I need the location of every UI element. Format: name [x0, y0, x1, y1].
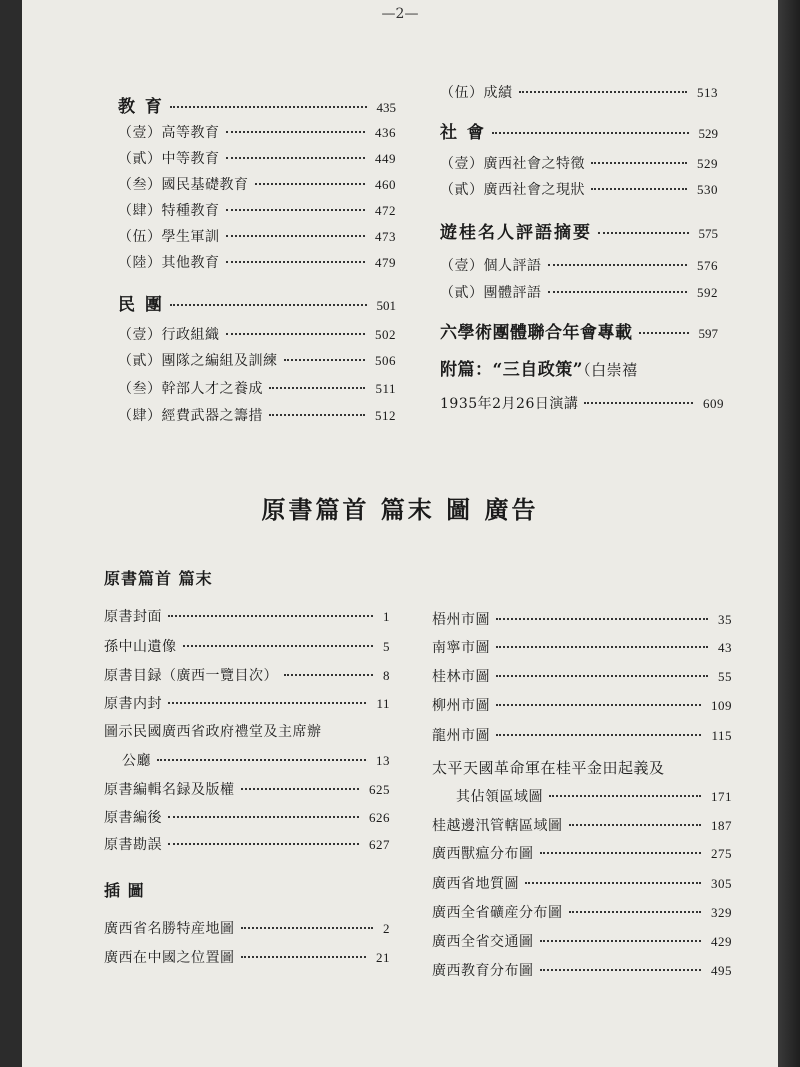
toc-page: 171	[711, 789, 732, 804]
leader-dots	[525, 882, 701, 884]
leader-dots	[170, 304, 367, 306]
toc-entry	[118, 378, 396, 400]
toc-label: （伍）成績	[440, 85, 513, 101]
toc-label: 廣西省名勝特産地圖	[104, 921, 235, 937]
toc-page: 502	[375, 327, 396, 342]
toc-entry	[118, 350, 396, 372]
toc-page: 55	[718, 669, 732, 684]
toc-entry	[118, 122, 396, 144]
toc-label: 廣西獸瘟分布圖	[432, 846, 534, 862]
toc-label: 南寧市圖	[432, 640, 490, 656]
toc-page: 511	[375, 381, 396, 396]
leader-dots	[170, 106, 367, 108]
toc-entry	[118, 252, 396, 274]
toc-page: 460	[375, 177, 396, 192]
leader-dots	[496, 704, 701, 706]
toc-page: 597	[698, 326, 718, 341]
toc-page: 1	[383, 609, 390, 624]
leader-dots	[157, 759, 366, 761]
toc-page: 495	[711, 963, 732, 978]
leader-dots	[168, 843, 359, 845]
toc-page: 329	[711, 905, 732, 920]
toc-entry	[104, 779, 390, 801]
leader-dots	[540, 852, 702, 854]
toc-entry	[122, 750, 390, 772]
toc-label: 民 團	[118, 295, 164, 315]
leader-dots	[284, 674, 373, 676]
toc-entry	[104, 665, 390, 687]
toc-entry	[432, 666, 732, 688]
toc-heading-society	[440, 118, 718, 143]
leader-dots	[496, 646, 708, 648]
toc-label: 廣西全省礦産分布圖	[432, 905, 563, 921]
toc-label: （壹）廣西社會之特徵	[440, 156, 585, 172]
toc-page: 473	[375, 229, 396, 244]
toc-entry	[104, 606, 390, 628]
leader-dots	[226, 261, 366, 263]
toc-page: 530	[697, 182, 718, 197]
leader-dots	[226, 157, 366, 159]
leader-dots	[540, 940, 702, 942]
leader-dots	[269, 414, 365, 416]
subsection-title-illus: 插 圖	[104, 881, 145, 900]
toc-page: 625	[369, 782, 390, 797]
toc-label: （叁）國民基礎教育	[118, 177, 249, 193]
leader-dots	[183, 645, 374, 647]
toc-page: 187	[711, 818, 732, 833]
toc-entry	[104, 834, 390, 856]
toc-page: 11	[376, 696, 390, 711]
leader-dots	[168, 615, 373, 617]
leader-dots	[569, 911, 702, 913]
toc-label: （叁）幹部人才之養成	[118, 381, 263, 397]
toc-page: 575	[698, 226, 718, 241]
toc-page: 435	[376, 100, 396, 115]
toc-page: 576	[697, 258, 718, 273]
toc-entry	[118, 324, 396, 346]
toc-entry	[440, 393, 724, 415]
toc-page: 449	[375, 151, 396, 166]
toc-page: 21	[376, 950, 390, 965]
toc-entry	[104, 693, 390, 715]
toc-page: 529	[697, 156, 718, 171]
toc-page: 627	[369, 837, 390, 852]
leader-dots	[548, 264, 688, 266]
leader-dots	[226, 131, 366, 133]
toc-label-line1: 太平天國革命軍在桂平金田起義及	[432, 759, 665, 777]
leader-dots	[496, 675, 708, 677]
leader-dots	[241, 927, 374, 929]
leader-dots	[549, 795, 701, 797]
toc-entry	[432, 637, 732, 659]
toc-entry	[440, 153, 718, 175]
toc-page: 512	[375, 408, 396, 423]
appendix-quote: “三自政策”	[492, 360, 584, 380]
toc-entry	[118, 148, 396, 170]
toc-label: 廣西省地質圖	[432, 876, 519, 892]
toc-entry	[440, 82, 718, 104]
leader-dots	[591, 162, 687, 164]
toc-heading-six	[440, 318, 718, 343]
toc-label: （肆）特種教育	[118, 203, 220, 219]
toc-label: （壹）個人評語	[440, 258, 542, 274]
toc-label: （貳）中等教育	[118, 151, 220, 167]
toc-entry	[432, 725, 732, 747]
toc-page: 506	[375, 353, 396, 368]
toc-label: （壹）行政組織	[118, 327, 220, 343]
toc-label: （壹）高等教育	[118, 125, 220, 141]
subsection-title-front: 原書篇首 篇末	[104, 569, 213, 588]
toc-page: 429	[711, 934, 732, 949]
toc-page: 626	[369, 810, 390, 825]
page-edge	[778, 0, 800, 1067]
leader-dots	[168, 702, 366, 704]
toc-entry	[104, 807, 390, 829]
leader-dots	[241, 788, 360, 790]
toc-page: 275	[711, 846, 732, 861]
leader-dots	[496, 618, 708, 620]
toc-entry	[118, 405, 396, 427]
leader-dots	[284, 359, 366, 361]
toc-page: 609	[703, 396, 724, 411]
toc-label: （陸）其他教育	[118, 255, 220, 271]
toc-label: 孫中山遺像	[104, 639, 177, 655]
toc-label: 原書編後	[104, 810, 162, 826]
leader-dots	[598, 232, 689, 234]
toc-entry	[440, 255, 718, 277]
toc-label: 廣西在中國之位置圖	[104, 950, 235, 966]
leader-dots	[492, 132, 689, 134]
toc-entry	[432, 815, 732, 837]
toc-label: 其佔領區域圖	[456, 789, 543, 805]
toc-label: 遊桂名人評語摘要	[440, 223, 592, 243]
toc-entry	[432, 960, 732, 982]
toc-page: 2	[383, 921, 390, 936]
toc-page: 115	[711, 728, 732, 743]
toc-label: 梧州市圖	[432, 612, 490, 628]
section-title: 原書篇首 篇末 圖 廣告	[261, 495, 539, 524]
toc-label: 廣西全省交通圖	[432, 934, 534, 950]
toc-label: 原書勘誤	[104, 837, 162, 853]
toc-page: 513	[697, 85, 718, 100]
toc-entry	[432, 695, 732, 717]
toc-page: 436	[375, 125, 396, 140]
toc-page: 501	[376, 298, 396, 313]
toc-entry	[118, 174, 396, 196]
toc-page: 479	[375, 255, 396, 270]
leader-dots	[168, 816, 359, 818]
toc-label: 原書内封	[104, 696, 162, 712]
leader-dots	[584, 402, 693, 404]
toc-entry	[104, 947, 390, 969]
toc-heading-militia	[118, 290, 396, 315]
toc-label: 桂林市圖	[432, 669, 490, 685]
appendix-prefix: 附篇：	[440, 360, 493, 380]
toc-page: 472	[375, 203, 396, 218]
toc-entry	[440, 179, 718, 201]
toc-page: 13	[376, 753, 390, 768]
toc-label: 柳州市圖	[432, 698, 490, 714]
toc-label: 1935年2月26日演講	[440, 396, 579, 412]
appendix-suffix: （白崇禧	[583, 361, 638, 379]
toc-label-line1: 圖示民國廣西省政府禮堂及主席辦	[104, 724, 322, 740]
toc-label: 教 育	[118, 97, 164, 117]
leader-dots	[496, 734, 701, 736]
leader-dots	[255, 183, 366, 185]
toc-label: 原書編輯名録及版權	[104, 782, 235, 798]
toc-entry	[432, 843, 732, 865]
leader-dots	[226, 333, 366, 335]
toc-heading-comments	[440, 218, 718, 243]
toc-entry	[440, 282, 718, 304]
toc-label: （肆）經費武器之籌措	[118, 408, 263, 424]
leader-dots	[519, 91, 688, 93]
leader-dots	[591, 188, 687, 190]
toc-page: 529	[698, 126, 718, 141]
toc-entry	[432, 873, 732, 895]
toc-label: 公廳	[122, 753, 151, 769]
toc-page: 305	[711, 876, 732, 891]
leader-dots	[226, 209, 366, 211]
page-number: —2—	[381, 6, 419, 22]
toc-label: 龍州市圖	[432, 728, 490, 744]
leader-dots	[241, 956, 367, 958]
toc-page: 8	[383, 668, 390, 683]
toc-label: 原書目録（廣西一覽目次）	[104, 668, 278, 684]
leader-dots	[540, 969, 702, 971]
toc-label: 社 會	[440, 123, 486, 143]
leader-dots	[569, 824, 702, 826]
leader-dots	[226, 235, 366, 237]
toc-page: 35	[718, 612, 732, 627]
toc-entry	[104, 918, 390, 940]
toc-label: （貳）團隊之編組及訓練	[118, 353, 278, 369]
leader-dots	[269, 387, 365, 389]
toc-page: 592	[697, 285, 718, 300]
toc-label: （貳）團體評語	[440, 285, 542, 301]
toc-label: 廣西教育分布圖	[432, 963, 534, 979]
toc-entry	[432, 902, 732, 924]
leader-dots	[548, 291, 688, 293]
toc-page: 109	[711, 698, 732, 713]
toc-label: （伍）學生軍訓	[118, 229, 220, 245]
toc-entry	[432, 931, 732, 953]
leader-dots	[639, 332, 689, 334]
toc-entry	[118, 226, 396, 248]
toc-page: 43	[718, 640, 732, 655]
toc-heading-education	[118, 92, 396, 117]
toc-entry	[456, 786, 732, 808]
toc-entry	[118, 200, 396, 222]
appendix-line	[440, 355, 638, 380]
toc-entry	[432, 609, 732, 631]
toc-label: 原書封面	[104, 609, 162, 625]
toc-entry	[104, 636, 390, 658]
toc-label: 六學術團體聯合年會專載	[440, 323, 633, 343]
toc-label: （貳）廣西社會之現狀	[440, 182, 585, 198]
toc-label: 桂越邊汛管轄區域圖	[432, 818, 563, 834]
toc-page: 5	[383, 639, 390, 654]
